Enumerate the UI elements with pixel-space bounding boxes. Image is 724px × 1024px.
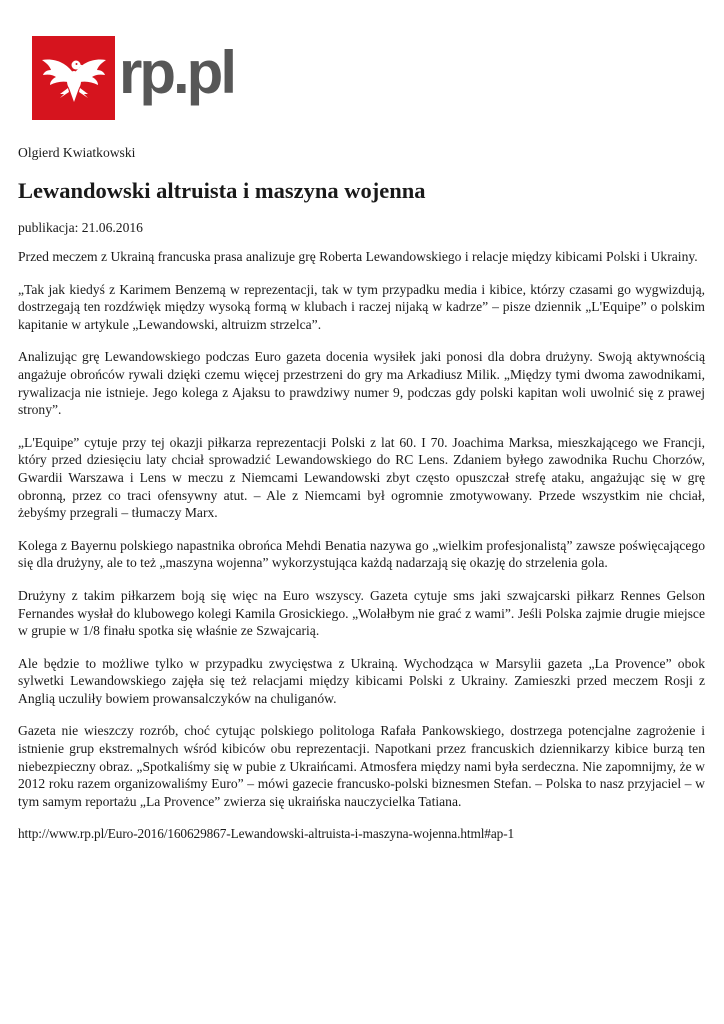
article-paragraph: Gazeta nie wieszczy rozrób, choć cytując polskiego politologa Rafała Pankowskiego, dostrzega potencjalne zagrożenie i istnienie grup ekstremalnych wśród kibiców obu reprezentacji. Napotkani przez francuskich dziennikarzy kibice burzą ten niebezpieczny obraz. „Spotkaliśmy się w pubie z Ukraińcami. Atmosfera między nami była serdeczna. Nie zapomnijmy, że w 2012 roku razem organizowaliśmy Euro” – mówi gazecie francusko-polski biznesmen Stefan. – Polska to nasz przyjaciel – w tym samym reportażu „La Provence” zwierza się ukraińska nauczycielka Tatiana. [18,723,705,809]
article-paragraph: „Tak jak kiedyś z Karimem Benzemą w reprezentacji, tak w tym przypadku media i kibice, którzy czasami go wygwizdują, dostrzegają ten rozdźwięk między wysoką formą w klubach i raczej nijaką w kadrze” – pisze dziennik „L'Equipe” o polskim kapitanie w artykule „Lewandowski, altruizm strzelca”. [18,281,705,332]
eagle-icon [38,48,110,108]
publication-date: publikacja: 21.06.2016 [18,220,143,235]
source-url-link[interactable]: http://www.rp.pl/Euro-2016/160629867-Lewandowski-altruista-i-maszyna-wojenna.html#ap-1 [18,826,515,842]
article-paragraph: Ale będzie to możliwe tylko w przypadku zwycięstwa z Ukrainą. Wychodząca w Marsylii gazeta „La Provence” obok sylwetki Lewandowskiego zajęła się też relacjami między kibicami Polski z Ukrainy. Zamieszki przed meczem Rosji z Anglią uczuliły bowiem prowansalczyków na chuliganów. [18,655,705,706]
article-paragraph: Analizując grę Lewandowskiego podczas Euro gazeta docenia wysiłek jaki ponosi dla dobra drużyny. Swoją aktywnością angażuje obrońców rywali dzięki czemu więcej przestrzeni do gry ma Arkadiusz Milik. „Między tymi dwoma zawodnikami, rywalizacja nie istnieje. Jego kolega z Ajaksu to prawdziwy numer 9, podczas gdy polski kapitan woli uwolnić się z prawej strony”. [18,349,705,418]
logo-wordmark: rp.pl [119,39,234,106]
article-paragraph: „L'Equipe” cytuje przy tej okazji piłkarza reprezentacji Polski z lat 60. I 70. Joachima Marksa, mieszkającego we Francji, który przed dziesięciu laty chciał sprowadzić Lewandowskiego do RC Lens. Zdaniem byłego zawodnika Ruchu Chorzów, Gwardii Warszawa i Lens w meczu z Niemcami Lewandowski zbyt często opuszczał strefę ataku, angażując się w grę obronną, przez co traci ofensywny atut. – Ale z Niemcami był ogromnie zmotywowany. Przede wszystkim nie chciał, żebyśmy przegrali – tłumaczy Marx. [18,434,705,521]
article-paragraph: Drużyny z takim piłkarzem boją się więc na Euro wszyscy. Gazeta cytuje sms jaki szwajcarski piłkarz Rennes Gelson Fernandes wysłał do klubowego kolegi Kamila Grosickiego. „Wolałbym nie grać z wami”. Jeśli Polska zajmie drugie miejsce w grupie w 1/8 finału spotka się właśnie ze Szwajcarią. [18,587,705,639]
article-author: Olgierd Kwiatkowski [18,145,136,160]
article-paragraph: Kolega z Bayernu polskiego napastnika obrońca Mehdi Benatia nazywa go „wielkim profesjonalistą” zawsze poświęcającego się dla drużyny, ale to też „maszyna wojenna” wykorzystująca każdą nadarzają się okazję do strzelenia gola. [18,537,705,571]
article [18,145,705,842]
article-title: Lewandowski altruista i maszyna wojenna [18,178,426,203]
article-lead: Przed meczem z Ukrainą francuska prasa analizuje grę Roberta Lewandowskiego i relacje między kibicami Polski i Ukrainy. [18,249,698,264]
site-logo[interactable] [32,36,234,120]
logo-emblem [32,36,115,120]
